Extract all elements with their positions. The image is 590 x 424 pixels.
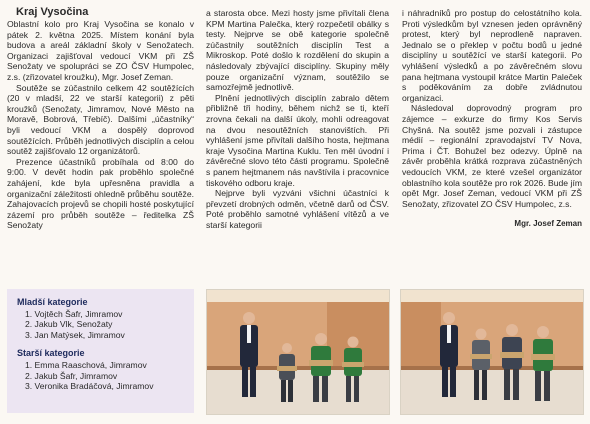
article-title: Kraj Vysočina (16, 6, 89, 18)
older-category-title: Starší kategorie (17, 348, 85, 359)
photo-older-winners (400, 289, 584, 415)
winner-entry: 1. Vojtěch Šafr, Jimramov (25, 308, 123, 319)
paragraph: a starosta obce. Mezi hosty jsme přivítali člena KPM Martina Palečka, který rozpečetil obálky s testy. Nejprve se obě kategorie společně zúčastnily soutěžních disciplín Test a Mikroskop. Poté došlo k rozdělení do skupin a následovaly zbývající disciplíny. Skupiny měly pouze organizační význam, soutěžilo se samozřejmě jednotlivě. (206, 8, 389, 93)
article-column-2 (206, 8, 389, 230)
winner-entry: 2. Jakub Vlk, Senožaty (25, 319, 113, 330)
article-column-1 (7, 6, 194, 231)
author-signature: Mgr. Josef Zeman (514, 219, 582, 229)
paragraph: Oblastní kolo pro Kraj Vysočina se konalo v pátek 2. května 2025. Místem konání byla budova a areál základní školy v Senožatech. Organizaci zajišťoval vedoucí VKM při ZŠ Senožaty ve spolupráci se ZO ČSV Humpolec, z.s. (zřizovatel kroužku), Mgr. Josef Zeman. (7, 19, 194, 82)
winner-entry: 3. Veronika Bradáčová, Jimramov (25, 381, 154, 392)
paragraph: Plnění jednotlivých disciplín zabralo dětem přibližně tři hodiny, během nichž se ti, kteří zrovna čekali na další úkoly, mohli odreagovat na dvou nesoutěžních stanovištích. Při vyhlášení jsme přivítali dalšího hosta, hejtmana kraje Vysočina Martina Kuklu. Ten měl úvodní i závěrečné slovo této části programu. Společně s panem hejtmanem nás navštívila i pracovnice tiskového odboru kraje. (206, 92, 389, 188)
photo-younger-winners (206, 289, 390, 415)
paragraph: Soutěže se zúčastnilo celkem 42 soutěžících (20 v mladší, 22 ve starší kategorii) z pěti kroužků (Senožaty, Jimramov, Nové Město na Moravě, Bobrová, Třebíč). Dalšími „účastníky“ byli vedoucí VKM a dospělý doprovod soutěžících. Průběh jednotlivých disciplín a celou soutěž zajišťovalo 12 organizátorů. (7, 82, 194, 157)
winners-box (7, 289, 194, 413)
younger-category-title: Mladší kategorie (17, 297, 88, 307)
winner-entry: 1. Emma Raaschová, Jimramov (25, 359, 147, 370)
paragraph: Nejprve byli vyzváni všichni účastníci k převzetí drobných odměn, včetně darů od ČSV. Poté proběhlo samotné vyhlášení vítězů a ve starší kategorii (206, 188, 389, 230)
winner-entry: 3. Jan Matýsek, Jimramov (25, 329, 125, 340)
paragraph: i náhradníků pro postup do celostátního kola. Proti výsledkům byl vznesen jeden oprávněný protest, který byl neprodleně napraven. Jednalo se o překlep v počtu bodů u jedné disciplíny u soutěžící ve starší kategorii. Po vyhlášení výsledků a po závěrečném slovu pana hejtmana vystoupil krátce Martin Paleček s poděkováním za dobře zvládnutou organizaci. (402, 8, 582, 103)
article-column-3 (402, 8, 582, 230)
winner-entry: 2. Jakub Šafr, Jimramov (25, 370, 118, 381)
paragraph: Následoval doprovodný program pro zájemce – exkurze do firmy Kos Servis Chyšná. Na soutěž jsme pozvali i zástupce médií – regionální zpravodajství TV Nova, Prima i ČT. Bohužel bez odezvy. Úplně na závěr proběhla krátká rozprava zúčastněných vedoucích VKM, ze které vzešel organizátor oblastního kola soutěže pro rok 2026. Bude jím opět Mgr. Josef Zeman, vedoucí VKM při ZŠ Senožaty, zřizovatel ZO ČSV Humpolec, z.s. (402, 103, 582, 209)
paragraph: Prezence účastníků probíhala od 8:00 do 9:00. V devět hodin pak proběhlo společné zahájení, kde byla upřesněna pravidla a organizační záležitosti ohledně průběhu soutěže. Zahajovacích projevů se chopili hosté poskytující zázemí pro průběh soutěže – ředitelka ZŠ Senožaty (7, 156, 194, 231)
